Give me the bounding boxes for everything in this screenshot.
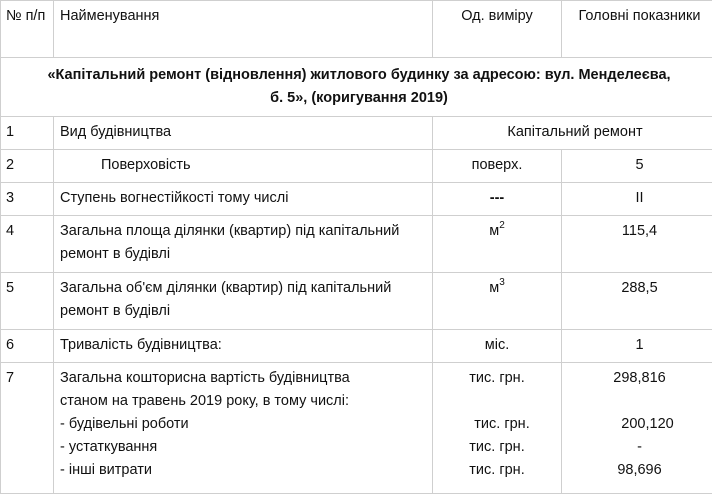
row-unit bbox=[433, 216, 562, 273]
row-unit bbox=[433, 273, 562, 330]
unit-line2-blank bbox=[433, 390, 561, 413]
header-row bbox=[1, 1, 712, 58]
sub-item-value: 200,120 bbox=[562, 413, 712, 436]
row-num: 5 bbox=[1, 273, 54, 330]
row-name-line2: станом на травень 2019 року, в тому числі: bbox=[60, 390, 432, 413]
row-value: 1 bbox=[562, 330, 712, 363]
table-row bbox=[1, 330, 712, 363]
value-line2-blank bbox=[562, 390, 712, 413]
row-num: 3 bbox=[1, 183, 54, 216]
row-name: Ступень вогнестійкості тому числі bbox=[54, 183, 433, 216]
table-row bbox=[1, 273, 712, 330]
unit-line1: тис. грн. bbox=[433, 367, 561, 390]
table-row bbox=[1, 150, 712, 183]
row-name bbox=[54, 273, 433, 330]
header-num: № п/п bbox=[1, 1, 54, 58]
row-value: ІІ bbox=[562, 183, 712, 216]
object-title bbox=[1, 58, 712, 117]
row-name-line1: Загальна об'єм ділянки (квартир) під капітальний bbox=[60, 277, 432, 300]
row-name bbox=[54, 363, 433, 494]
row-value: 288,5 bbox=[562, 273, 712, 330]
header-unit: Од. виміру bbox=[433, 1, 562, 58]
row-value: 5 bbox=[562, 150, 712, 183]
object-title-line2: б. 5», (коригування 2019) bbox=[1, 87, 712, 110]
sub-item-name: - інші витрати bbox=[60, 459, 432, 482]
row-unit: --- bbox=[433, 183, 562, 216]
row-name: Тривалість будівництва: bbox=[54, 330, 433, 363]
row-num: 4 bbox=[1, 216, 54, 273]
unit-text: м bbox=[489, 280, 499, 296]
row-value bbox=[562, 363, 712, 494]
object-title-line1: «Капітальний ремонт (відновлення) житлового будинку за адресою: вул. Менделеєва, bbox=[1, 64, 712, 87]
row-name bbox=[54, 216, 433, 273]
row-num: 2 bbox=[1, 150, 54, 183]
row-name-line1: Загальна кошторисна вартість будівництва bbox=[60, 367, 432, 390]
table-row bbox=[1, 216, 712, 273]
row-unit: поверх. bbox=[433, 150, 562, 183]
row-value: 115,4 bbox=[562, 216, 712, 273]
sub-item-value: 98,696 bbox=[562, 459, 712, 482]
title-row bbox=[1, 58, 712, 117]
unit-text: м bbox=[489, 223, 499, 239]
sub-item-name: - будівельні роботи bbox=[60, 413, 432, 436]
table-row bbox=[1, 363, 712, 494]
sub-item-name: - устаткування bbox=[60, 436, 432, 459]
table-row bbox=[1, 117, 712, 150]
sub-item-value: - bbox=[562, 436, 712, 459]
row-name-line1: Загальна площа ділянки (квартир) під капітальний bbox=[60, 220, 432, 243]
sub-item-unit: тис. грн. bbox=[433, 436, 561, 459]
value-line1: 298,816 bbox=[562, 367, 712, 390]
header-indicators: Головні показники bbox=[562, 1, 712, 58]
unit-sup: 2 bbox=[499, 220, 505, 231]
row-unit: міс. bbox=[433, 330, 562, 363]
row-num: 6 bbox=[1, 330, 54, 363]
sub-item-unit: тис. грн. bbox=[433, 413, 561, 436]
row-name: Вид будівництва bbox=[54, 117, 433, 150]
row-value: Капітальний ремонт bbox=[433, 117, 712, 150]
header-name: Найменування bbox=[54, 1, 433, 58]
row-name-line2: ремонт в будівлі bbox=[60, 243, 432, 266]
unit-sup: 3 bbox=[499, 277, 505, 288]
sub-item-unit: тис. грн. bbox=[433, 459, 561, 482]
row-name-line2: ремонт в будівлі bbox=[60, 300, 432, 323]
row-num: 1 bbox=[1, 117, 54, 150]
row-num: 7 bbox=[1, 363, 54, 494]
table-row bbox=[1, 183, 712, 216]
row-name: Поверховість bbox=[54, 150, 433, 183]
row-unit bbox=[433, 363, 562, 494]
